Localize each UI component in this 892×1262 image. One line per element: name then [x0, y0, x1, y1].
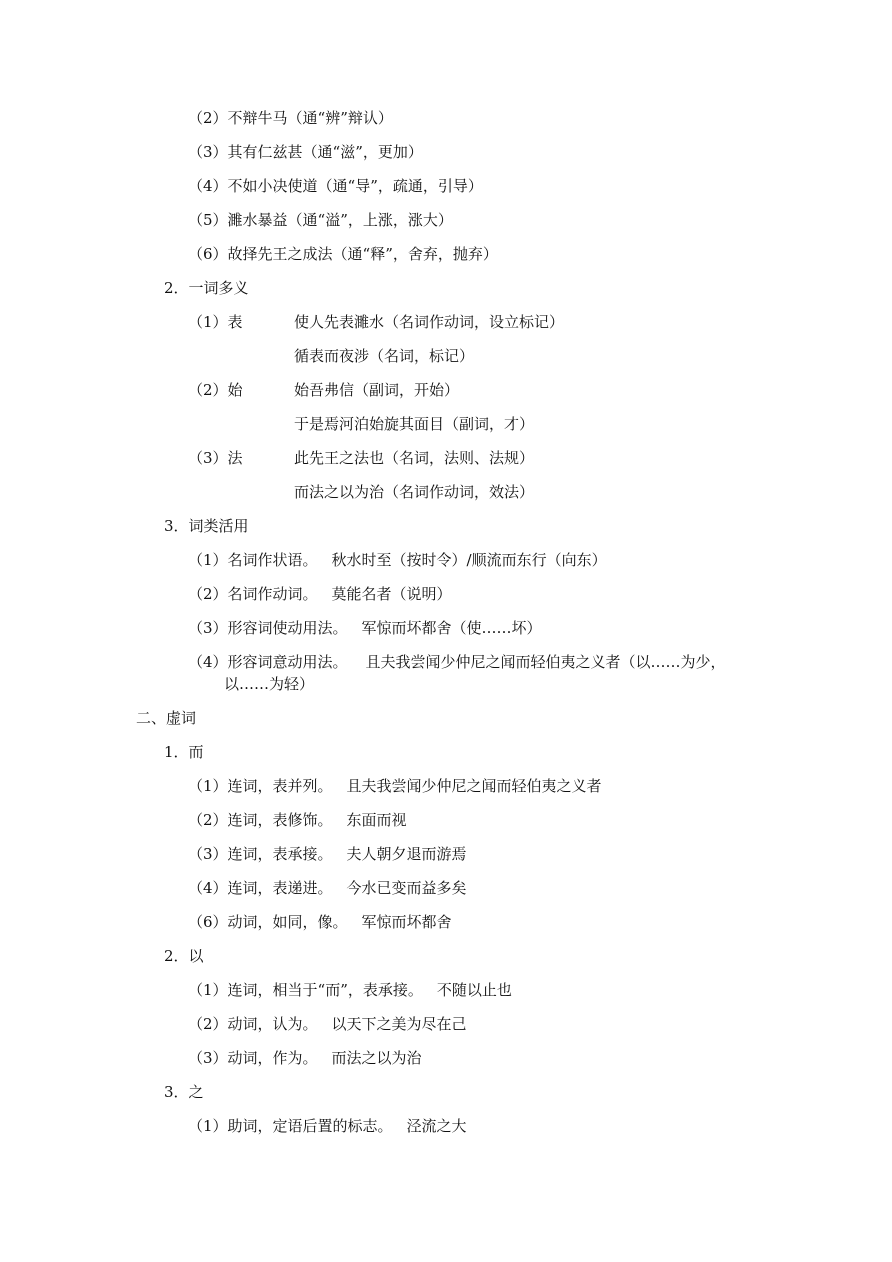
xuci-example: 东面而视 — [346, 811, 407, 829]
tongjia-item: （2）不辩牛马（通“辨”辩认） — [188, 109, 393, 127]
tongjia-item: （3）其有仁兹甚（通“滋”，更加） — [188, 143, 423, 161]
section-heading-cileihuoyong: 3．词类活用 — [164, 517, 249, 535]
xuci-item — [188, 1116, 467, 1136]
xuci-group-heading: 1．而 — [164, 743, 204, 761]
section-heading-yiciduoyi: 2．一词多义 — [164, 279, 249, 297]
usage-example: 且夫我尝闻少仲尼之闻而轻伯夷之义者（以……为少， — [365, 653, 726, 671]
xuci-item — [188, 912, 452, 932]
usage-label: （2）名词作动词。 — [188, 585, 318, 603]
xuci-item — [188, 878, 467, 898]
word-sense: 于是焉河泊始旋其面目（副词，才） — [294, 415, 535, 433]
xuci-example: 而法之以为治 — [331, 1049, 422, 1067]
usage-item — [188, 550, 607, 570]
usage-label: （4）形容词意动用法。 — [188, 653, 348, 671]
xuci-example: 且夫我尝闻少仲尼之闻而轻伯夷之义者 — [346, 777, 602, 795]
xuci-label: （2）动词，认为。 — [188, 1015, 318, 1033]
word-label: （3）法 — [188, 449, 243, 467]
xuci-label: （1）助词，定语后置的标志。 — [188, 1117, 393, 1135]
xuci-example: 泾流之大 — [406, 1117, 467, 1135]
tongjia-item: （5）濉水暴益（通“溢”，上涨，涨大） — [188, 211, 453, 229]
xuci-label: （1）连词，相当于“而”，表承接。 — [188, 981, 423, 999]
xuci-item — [188, 810, 407, 830]
xuci-label: （2）连词，表修饰。 — [188, 811, 333, 829]
xuci-label: （4）连词，表递进。 — [188, 879, 333, 897]
xuci-group-heading: 2．以 — [164, 947, 204, 965]
xuci-label: （1）连词，表并列。 — [188, 777, 333, 795]
usage-continuation: 以……为轻） — [224, 675, 315, 693]
tongjia-item: （6）故择先王之成法（通“释”，舍弃，抛弃） — [188, 245, 498, 263]
xuci-item — [188, 1048, 422, 1068]
usage-label: （1）名词作状语。 — [188, 551, 318, 569]
xuci-item — [188, 980, 512, 1000]
word-label: （1）表 — [188, 313, 243, 331]
xuci-item — [188, 844, 467, 864]
xuci-example: 不随以止也 — [436, 981, 512, 999]
xuci-label: （3）动词，作为。 — [188, 1049, 318, 1067]
usage-label: （3）形容词使动用法。 — [188, 619, 348, 637]
xuci-label: （6）动词，如同，像。 — [188, 913, 348, 931]
xuci-item — [188, 1014, 467, 1034]
usage-item — [188, 618, 542, 638]
xuci-example: 军惊而坏都舍 — [361, 913, 452, 931]
word-label: （2）始 — [188, 381, 243, 399]
word-sense: 始吾弗信（副词，开始） — [294, 381, 460, 399]
tongjia-item: （4）不如小决使道（通“导”，疏通，引导） — [188, 177, 483, 195]
usage-example: 秋水时至（按时令）/顺流而东行（向东） — [331, 551, 607, 569]
xuci-group-heading: 3．之 — [164, 1083, 204, 1101]
xuci-example: 今水已变而益多矣 — [346, 879, 467, 897]
usage-example: 军惊而坏都舍（使……坏） — [361, 619, 542, 637]
xuci-example: 以天下之美为尽在己 — [331, 1015, 467, 1033]
xuci-label: （3）连词，表承接。 — [188, 845, 333, 863]
word-sense: 此先王之法也（名词，法则、法规） — [294, 449, 535, 467]
xuci-example: 夫人朝夕退而游焉 — [346, 845, 467, 863]
section-heading-xuci: 二、虚词 — [136, 709, 197, 727]
word-sense: 循表而夜涉（名词，标记） — [294, 347, 475, 365]
usage-item — [188, 652, 726, 672]
xuci-item — [188, 776, 602, 796]
word-sense: 使人先表濉水（名词作动词，设立标记） — [294, 313, 565, 331]
word-sense: 而法之以为治（名词作动词，效法） — [294, 483, 535, 501]
usage-example: 莫能名者（说明） — [331, 585, 452, 603]
usage-item — [188, 584, 452, 604]
